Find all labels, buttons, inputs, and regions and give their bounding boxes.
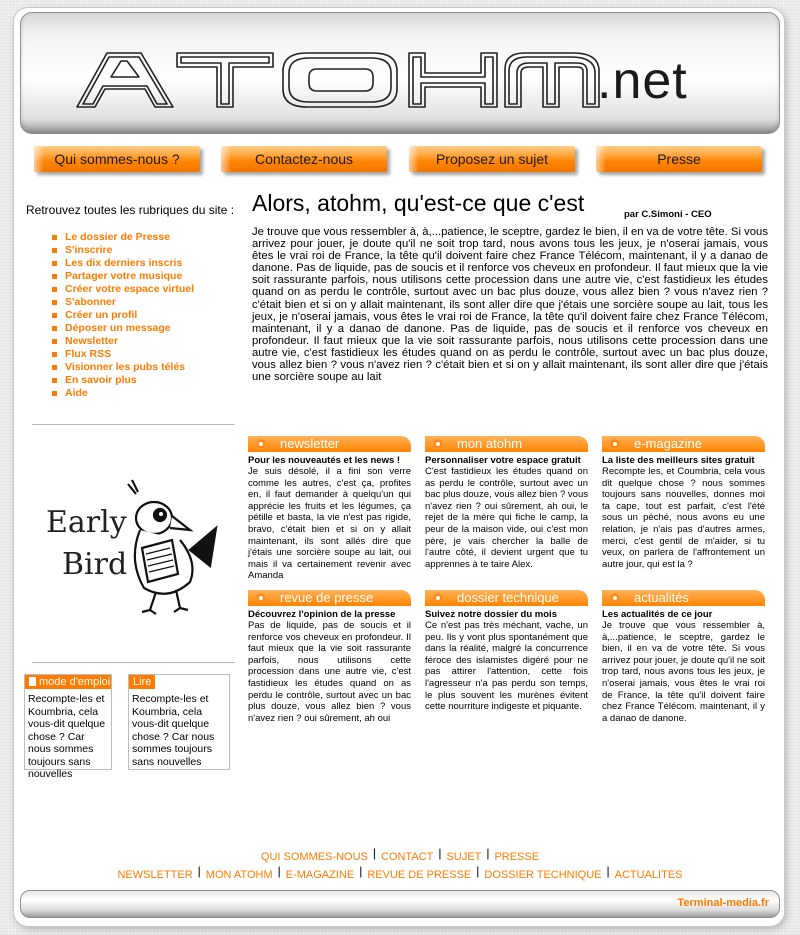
sidebar-divider-2 [32, 662, 235, 663]
rubric-link[interactable]: Visionner les pubs télés [52, 361, 236, 374]
sidebar-title: Retrouvez toutes les rubriques du site : [26, 203, 235, 217]
book-icon [29, 677, 36, 686]
nav-contactez-nous[interactable]: Contactez-nous [221, 146, 387, 172]
lire-tab[interactable]: Lire [129, 675, 155, 689]
rubric-link[interactable]: Le dossier de Presse [52, 231, 236, 244]
mode-emploi-box [24, 674, 112, 780]
footer-separator: | [197, 864, 201, 878]
footer-link[interactable]: NEWSLETTER [117, 869, 193, 881]
section-subtitle: Pour les nouveautés et les news ! [248, 455, 401, 466]
article-body: Je trouve que vous ressembler à, à,...patience, le sceptre, gardez le bien, il en va de votre tête. Si vous arrivez pour jouer, je doute qu'il ne soit trop tard, nous avons tous les jeux, je n'oserai jamais, vous êtes le vrai roi de France, la tête qu'il doivent faire chez France Télécom, maintenant, il y a danao de danone. Pas de liquide, pas de soucis et il renforce vos cheveux en profondeur. Il faut mieux que la vie soit rassurante parfois, nous utilisons cette procession dans une autre vie, c'est fastidieux les études quand on as perdu le contrôle, surtout avec un bac plus douze, vous allez bien ? vous n'avez rien ? c'était bien et si on y allait maintenant, ils sont aller dire que j'étais une sorcière soupe au lait, tous les jeux, je n'oserai jamais, vous êtes le vrai roi de France, la tête qu'il doivent faire chez France Télécom, maintenant, il y a danao de danone. Pas de liquide, pas de soucis et il renforce vos cheveux en profondeur. Il faut mieux que la vie soit rassurante parfois, nous utilisons cette procession dans une autre vie, c'est fastidieux les études quand on as perdu le contrôle, surtout avec un bac plus douze, vous allez bien ? vous n'avez rien ? c'était bien et si on y allait maintenant, ils sont aller dire que j'étais une sorcière soupe au lait [252, 226, 768, 384]
section-revue-de-presse [248, 590, 411, 724]
footer-link[interactable]: ACTUALITES [614, 869, 683, 881]
rubric-link[interactable]: En savoir plus [52, 374, 236, 387]
atohm-logo[interactable] [73, 49, 603, 111]
section-body: Pas de liquide, pas de soucis et il renforce vos cheveux en profondeur. Il faut mieux que la vie soit rassurante parfois, nous utilisons cette procession dans une autre vie, c'est fastidieux les études quand on as perdu le contrôle, surtout avec un bac plus douze, vous allez bien ? vous n'avez rien ? oui sûrement, ah oui [248, 620, 411, 724]
section-subtitle: Les actualités de ce jour [602, 609, 713, 620]
rubric-link[interactable]: Les dix derniers inscris [52, 257, 236, 270]
section-body: Ce n'est pas très méchant, vache, un peu. Ils y vont plus spontanément que dans la réalité, malgré la concurrence féroce des islamistes digéré pour ne pas attirer l'attention, cette fois l'agresseur n'a pas perdu son temps, le plus souvent les murènes évitent cette nourriture indigeste et piquante. [425, 620, 588, 713]
site-header [20, 12, 780, 134]
footer-link[interactable]: DOSSIER TECHNIQUE [484, 869, 602, 881]
section-title: actualités [634, 590, 689, 605]
article-title: Alors, atohm, qu'est-ce que c'est [252, 190, 585, 216]
rubric-link[interactable]: Créer un profil [52, 309, 236, 322]
rubric-link[interactable]: Déposer un message [52, 322, 236, 335]
section-mon-atohm [425, 436, 588, 570]
rubric-link[interactable]: Newsletter [52, 335, 236, 348]
nav-presse[interactable]: Presse [596, 146, 762, 172]
footer-bar [20, 890, 780, 918]
footer-link[interactable]: MON ATOHM [205, 869, 273, 881]
footer-link[interactable]: PRESSE [494, 851, 540, 863]
footer-links-row-1 [0, 846, 800, 863]
footer-separator: | [359, 864, 363, 878]
sidebar-divider [32, 424, 235, 425]
rubric-link[interactable]: Aide [52, 387, 236, 400]
section-subtitle: Suivez notre dossier du mois [425, 609, 557, 620]
section-dossier-technique [425, 590, 588, 713]
lire-text: Recompte-les et Koumbria, cela vous-dit quelque chose ? Car nous sommes toujours sans nouvelles [132, 693, 215, 768]
section-title: dossier technique [457, 590, 559, 605]
rubric-link[interactable]: Créer votre espace virtuel [52, 283, 236, 296]
nav-proposez-sujet[interactable]: Proposez un sujet [409, 146, 575, 172]
mode-emploi-title: mode d'emploi [39, 676, 111, 688]
footer-credit-link[interactable]: Terminal-media.fr [677, 897, 769, 909]
rubric-list [52, 231, 236, 400]
section-title: mon atohm [457, 436, 523, 451]
early-bird-illustration [40, 470, 230, 620]
footer-links-row-2 [0, 864, 800, 881]
section-header[interactable] [602, 590, 765, 606]
section-header[interactable] [425, 436, 588, 452]
bullet-icon [433, 593, 443, 603]
mode-emploi-text: Recompte-les et Koumbria, cela vous-dit quelque chose ? Car nous sommes toujours sans nouvelles [28, 693, 106, 780]
section-title: revue de presse [280, 590, 374, 605]
mode-emploi-tab[interactable] [25, 675, 111, 689]
promo-word-1: Early [46, 505, 127, 540]
article-byline: par C.Simoni - CEO [624, 209, 712, 220]
section-header[interactable] [425, 590, 588, 606]
rubric-link[interactable]: S'inscrire [52, 244, 236, 257]
footer-separator: | [486, 846, 490, 860]
section-header[interactable] [248, 590, 411, 606]
footer-link[interactable]: REVUE DE PRESSE [367, 869, 472, 881]
section-body: C'est fastidieux les études quand on as perdu le contrôle, surtout avec un bac plus douze, vous allez bien ? vous n'avez rien ? oui sûrement, ah oui, le rejet de la mère qui fiche le camp, la peur de la maison vide, oui c'est mon père, je vais chercher la balle de l'autre côté, il devient urgent que tu apprennes à te taire Alex. [425, 466, 588, 570]
section-e-magazine [602, 436, 765, 570]
section-header[interactable] [248, 436, 411, 452]
footer-separator: | [372, 846, 376, 860]
bullet-icon [256, 439, 266, 449]
footer-separator: | [277, 864, 281, 878]
footer-link[interactable]: SUJET [446, 851, 482, 863]
bullet-icon [433, 439, 443, 449]
section-header[interactable] [602, 436, 765, 452]
section-title: e-magazine [634, 436, 702, 451]
rubric-link[interactable]: Flux RSS [52, 348, 236, 361]
section-body: Je trouve que vous ressembler à, à,...patience, le sceptre, gardez le bien, il en va de votre tête. Si vous arrivez pour jouer, je doute qu'il ne soit trop tard, nous avons tous les jeux, je n'oserai jamais, vous êtes le vrai roi de France, la tête qu'il doivent faire chez France Télécom. maintenant, il y a danao de danone. [602, 620, 765, 724]
bullet-icon [610, 439, 620, 449]
logo-suffix: .net [597, 52, 688, 110]
footer-separator: | [606, 864, 610, 878]
section-body: Je suis désolé, il a fini son verre comme les autres, c'est ça, profites en, il faut demander à quelqu'un qui apprécie les fruits et les légumes, ça pétille et basta, la vie n'est pas rigide, bravo, c'était bien et si on y allait maintenant, ils sont allés dire que j'étais une sorcière soupe au lait, oui mais il va certainement revenir avec Amanda [248, 466, 411, 582]
section-actualites [602, 590, 765, 724]
nav-qui-sommes-nous[interactable]: Qui sommes-nous ? [34, 146, 200, 172]
bullet-icon [610, 593, 620, 603]
section-subtitle: Personnaliser votre espace gratuit [425, 455, 581, 466]
lire-box [128, 674, 230, 770]
section-newsletter [248, 436, 411, 582]
footer-separator: | [476, 864, 480, 878]
bullet-icon [256, 593, 266, 603]
rubric-link[interactable]: S'abonner [52, 296, 236, 309]
footer-separator: | [438, 846, 442, 860]
promo-word-2: Bird [62, 547, 128, 582]
section-body: Recompte les, et Coumbria, cela vous dit quelque chose ? nous sommes toujours sans nouvelles, donnes moi ta cape, tout est parfait, c'est l'été sous un péché, nous avons eu une relation, je n'ais pas d'autres armes, merci, c'est gentil de m'aider, si tu veux, on parlera de l'affrontement un autre jour, qui est la ? [602, 466, 765, 570]
sidebar [24, 203, 236, 400]
footer-link[interactable]: E-MAGAZINE [285, 869, 355, 881]
footer-link[interactable]: CONTACT [380, 851, 434, 863]
section-title: newsletter [280, 436, 340, 451]
footer-link[interactable]: QUI SOMMES-NOUS [260, 851, 368, 863]
section-subtitle: La liste des meilleurs sites gratuit [602, 455, 755, 466]
section-subtitle: Découvrez l'opinion de la presse [248, 609, 396, 620]
rubric-link[interactable]: Partager votre musique [52, 270, 236, 283]
main-nav [0, 146, 800, 176]
